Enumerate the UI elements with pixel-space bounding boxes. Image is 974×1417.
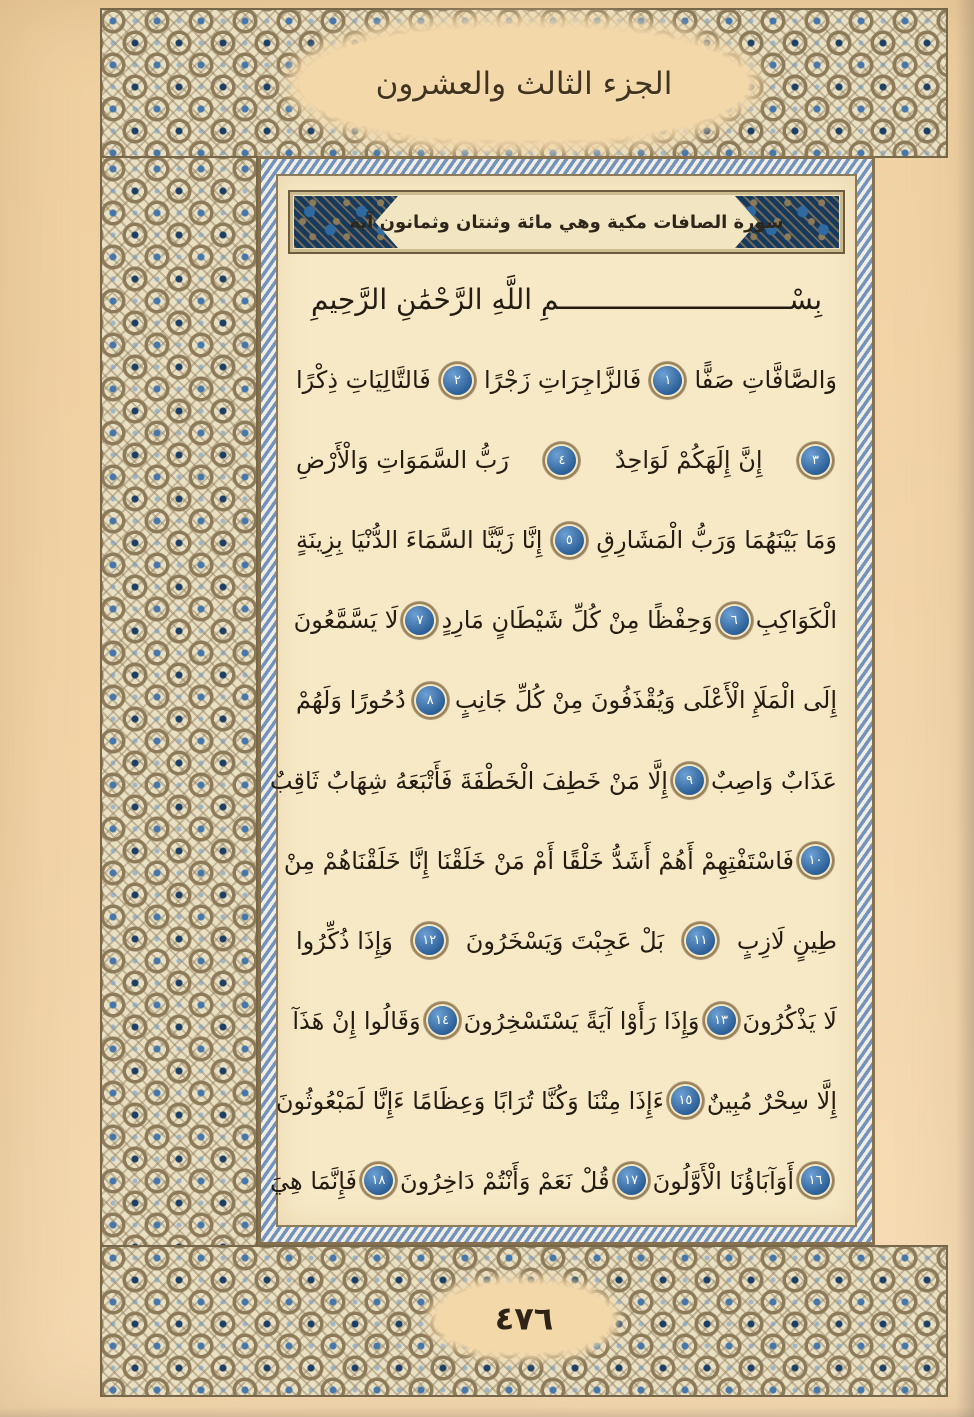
ayah-number-marker: ١٢ xyxy=(415,926,444,955)
juz-header-text: الجزء الثالث والعشرون xyxy=(375,66,673,102)
verse-line xyxy=(270,1141,837,1221)
ayah-text: فَالتَّالِيَاتِ ذِكْرًا xyxy=(296,366,431,395)
ayah-number-marker: ٨ xyxy=(416,686,445,715)
striped-frame xyxy=(258,156,875,1245)
ayah-text: لَا يَسَّمَّعُونَ xyxy=(293,606,399,635)
ayah-number-marker: ١٧ xyxy=(617,1166,646,1195)
basmala-line: بِسْــــــــــــــــــــــــــــمِ اللَّهِ الرَّحْمَٰنِ الرَّحِيمِ xyxy=(310,282,823,316)
ayah-text: الْكَوَاكِبِ xyxy=(755,606,837,635)
scan-edge-shadow-right xyxy=(956,0,974,1417)
ayah-text: إِلَى الْمَلَإِ الْأَعْلَى وَيُقْذَفُونَ مِنْ كُلِّ جَانِبٍ xyxy=(454,686,837,715)
ayah-text: فَالزَّاجِرَاتِ زَجْرًا xyxy=(483,366,642,395)
arabesque-border-left xyxy=(100,156,258,1247)
ayah-number-marker: ١٨ xyxy=(364,1166,393,1195)
verse-line xyxy=(296,660,837,740)
verse-line xyxy=(269,740,837,820)
juz-header-cartouche xyxy=(299,28,749,140)
ayah-number-marker: ١٣ xyxy=(707,1006,736,1035)
surah-title-text: سورة الصافات مكية وهي مائة وثنتان وثمانون آية xyxy=(349,211,784,233)
ayah-text: وَمَا بَيْنَهُمَا وَرَبُّ الْمَشَارِقِ xyxy=(596,526,837,555)
surah-title-banner xyxy=(288,190,845,254)
verse-line xyxy=(296,340,837,420)
text-area xyxy=(269,174,857,1227)
page-number-cartouche xyxy=(436,1284,612,1352)
ornamental-border xyxy=(100,8,948,1397)
ayah-text: وَقَالُوا إِنْ هَذَآ xyxy=(292,1006,421,1035)
verse-line xyxy=(296,901,837,981)
verse-lines xyxy=(269,340,847,1221)
ayah-text: عَذَابٌ وَاصِبٌ xyxy=(710,766,837,795)
ayah-text: رَبُّ السَّمَوَاتِ وَالْأَرْضِ xyxy=(296,446,509,475)
ayah-text: إِلَّا مَنْ خَطِفَ الْخَطْفَةَ فَأَتْبَعَهُ شِهَابٌ ثَاقِبٌ xyxy=(269,766,668,795)
ayah-text: إِلَّا سِحْرٌ مُبِينٌ xyxy=(706,1086,837,1115)
ayah-number-marker: ٥ xyxy=(555,526,584,555)
ayah-text: ءَإِذَا مِتْنَا وَكُنَّا تُرَابًا وَعِظَامًا ءَإِنَّا لَمَبْعُوثُونَ xyxy=(275,1086,664,1115)
ayah-text: وَإِذَا رَأَوْا آيَةً يَسْتَسْخِرُونَ xyxy=(463,1006,700,1035)
ayah-text: قُلْ نَعَمْ وَأَنْتُمْ دَاخِرُونَ xyxy=(400,1166,610,1195)
ayah-number-marker: ٢ xyxy=(443,366,472,395)
ayah-text: لَا يَذْكُرُونَ xyxy=(742,1006,837,1035)
verse-line xyxy=(283,821,837,901)
ayah-number-marker: ٧ xyxy=(405,606,434,635)
ayah-text: فَإِنَّمَا هِيَ xyxy=(270,1166,357,1195)
ayah-number-marker: ٩ xyxy=(675,766,704,795)
ayah-number-marker: ١٦ xyxy=(801,1166,830,1195)
ayah-text: أَوَآبَاؤُنَا الْأَوَّلُونَ xyxy=(652,1166,794,1195)
ayah-number-marker: ٦ xyxy=(720,606,749,635)
verse-line xyxy=(296,500,837,580)
ayah-text: دُحُورًا وَلَهُمْ xyxy=(296,686,406,715)
ayah-number-marker: ٤ xyxy=(547,446,576,475)
arabesque-border-top xyxy=(100,8,948,158)
ayah-text: وَإِذَا ذُكِّرُوا xyxy=(296,926,393,955)
ayah-text: إِنَّ إِلَهَكُمْ لَوَاحِدٌ xyxy=(614,446,763,475)
ayah-text: بَلْ عَجِبْتَ وَيَسْخَرُونَ xyxy=(465,926,665,955)
ayah-text: وَحِفْظًا مِنْ كُلِّ شَيْطَانٍ مَارِدٍ xyxy=(441,606,713,635)
verse-line xyxy=(293,580,837,660)
verse-line xyxy=(275,1061,837,1141)
ayah-text: وَالصَّافَّاتِ صَفًّا xyxy=(694,366,837,395)
ayah-number-marker: ٣ xyxy=(801,446,830,475)
verse-line xyxy=(296,420,837,500)
ayah-number-marker: ١٥ xyxy=(671,1086,700,1115)
scan-edge-shadow-bottom xyxy=(0,1407,974,1417)
ayah-number-marker: ١٤ xyxy=(428,1006,457,1035)
ayah-number-marker: ١١ xyxy=(686,926,715,955)
ayah-number-marker: ١ xyxy=(653,366,682,395)
ayah-text: فَاسْتَفْتِهِمْ أَهُمْ أَشَدُّ خَلْقًا أَمْ مَنْ خَلَقْنَا إِنَّا خَلَقْنَاهُمْ مِنْ xyxy=(283,846,794,875)
ayah-text: إِنَّا زَيَّنَّا السَّمَاءَ الدُّنْيَا بِزِينَةٍ xyxy=(296,526,543,555)
arabesque-border-bottom xyxy=(100,1245,948,1397)
page-number: ٤٧٦ xyxy=(494,1299,554,1338)
ayah-text: طِينٍ لَازِبٍ xyxy=(736,926,837,955)
ayah-number-marker: ١٠ xyxy=(801,846,830,875)
verse-line xyxy=(292,981,837,1061)
